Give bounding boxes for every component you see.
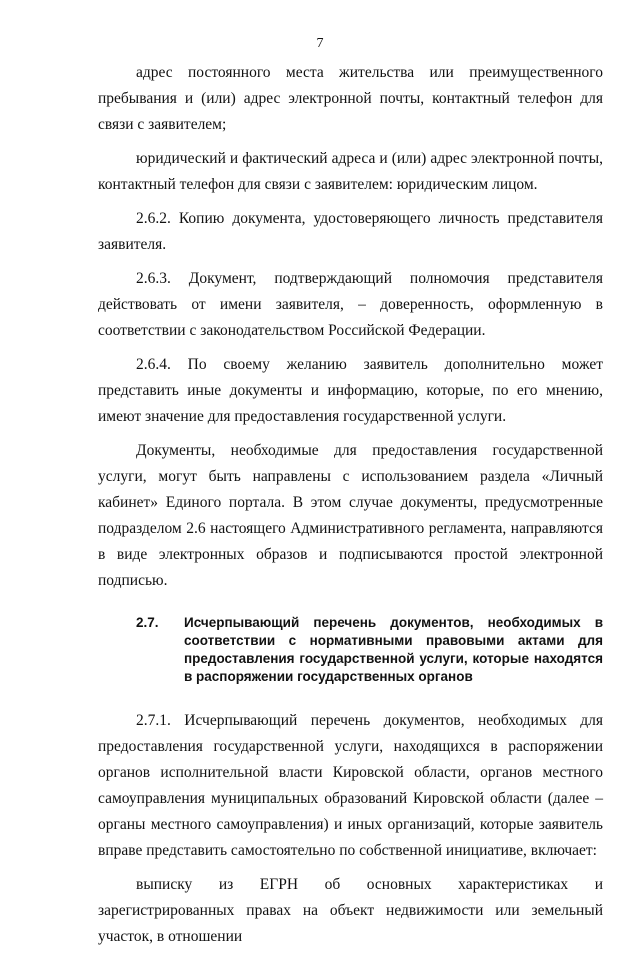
paragraph-2-6-2: 2.6.2. Копию документа, удостоверяющего личность представителя заявителя. <box>98 210 603 253</box>
document-body <box>98 60 603 958</box>
paragraph-2-7-1: 2.7.1. Исчерпывающий перечень документов, необходимых для предоставления государственной услуги, находящихся в распоряжении органов исполнительной власти Кировской области, органов местного самоуправления муниципальных образований Кировской области (далее – органы местного самоуправления) и иных организаций, которые заявитель вправе представить самостоятельно по собственной инициативе, включает: <box>98 712 603 859</box>
paragraph-egrn-extract: выписку из ЕГРН об основных характеристиках и зарегистрированных правах на объект недвижимости или земельный участок, в отношении <box>98 876 603 945</box>
page-number: 7 <box>316 36 324 51</box>
paragraph-2-6-3: 2.6.3. Документ, подтверждающий полномочия представителя действовать от имени заявителя, – доверенность, оформленную в соответствии с законодательством Российской Федерации. <box>98 270 603 339</box>
section-title: Исчерпывающий перечень документов, необходимых в соответствии с нормативными правовыми актами для предоставления государственной услуги, которые находятся в распоряжении государственных органов <box>184 615 603 684</box>
paragraph-applicant-address: адрес постоянного места жительства или преимущественного пребывания и (или) адрес электронной почты, контактный телефон для связи с заявителем; <box>98 64 603 133</box>
section-heading <box>98 614 603 686</box>
paragraph-2-6-4: 2.6.4. По своему желанию заявитель дополнительно может представить иные документы и информацию, которые, по его мнению, имеют значение для предоставления государственной услуги. <box>98 356 603 425</box>
paragraph-documents-portal: Документы, необходимые для предоставления государственной услуги, могут быть направлены с использованием раздела «Личный кабинет» Единого портала. В этом случае документы, предусмотренные подразделом 2.6 настоящего Административного регламента, направляются в виде электронных образов и подписываются простой электронной подписью. <box>98 442 603 589</box>
paragraph-legal-address: юридический и фактический адреса и (или) адрес электронной почты, контактный телефон для связи с заявителем: юридическим лицом. <box>98 150 603 193</box>
section-number: 2.7. <box>136 615 159 630</box>
